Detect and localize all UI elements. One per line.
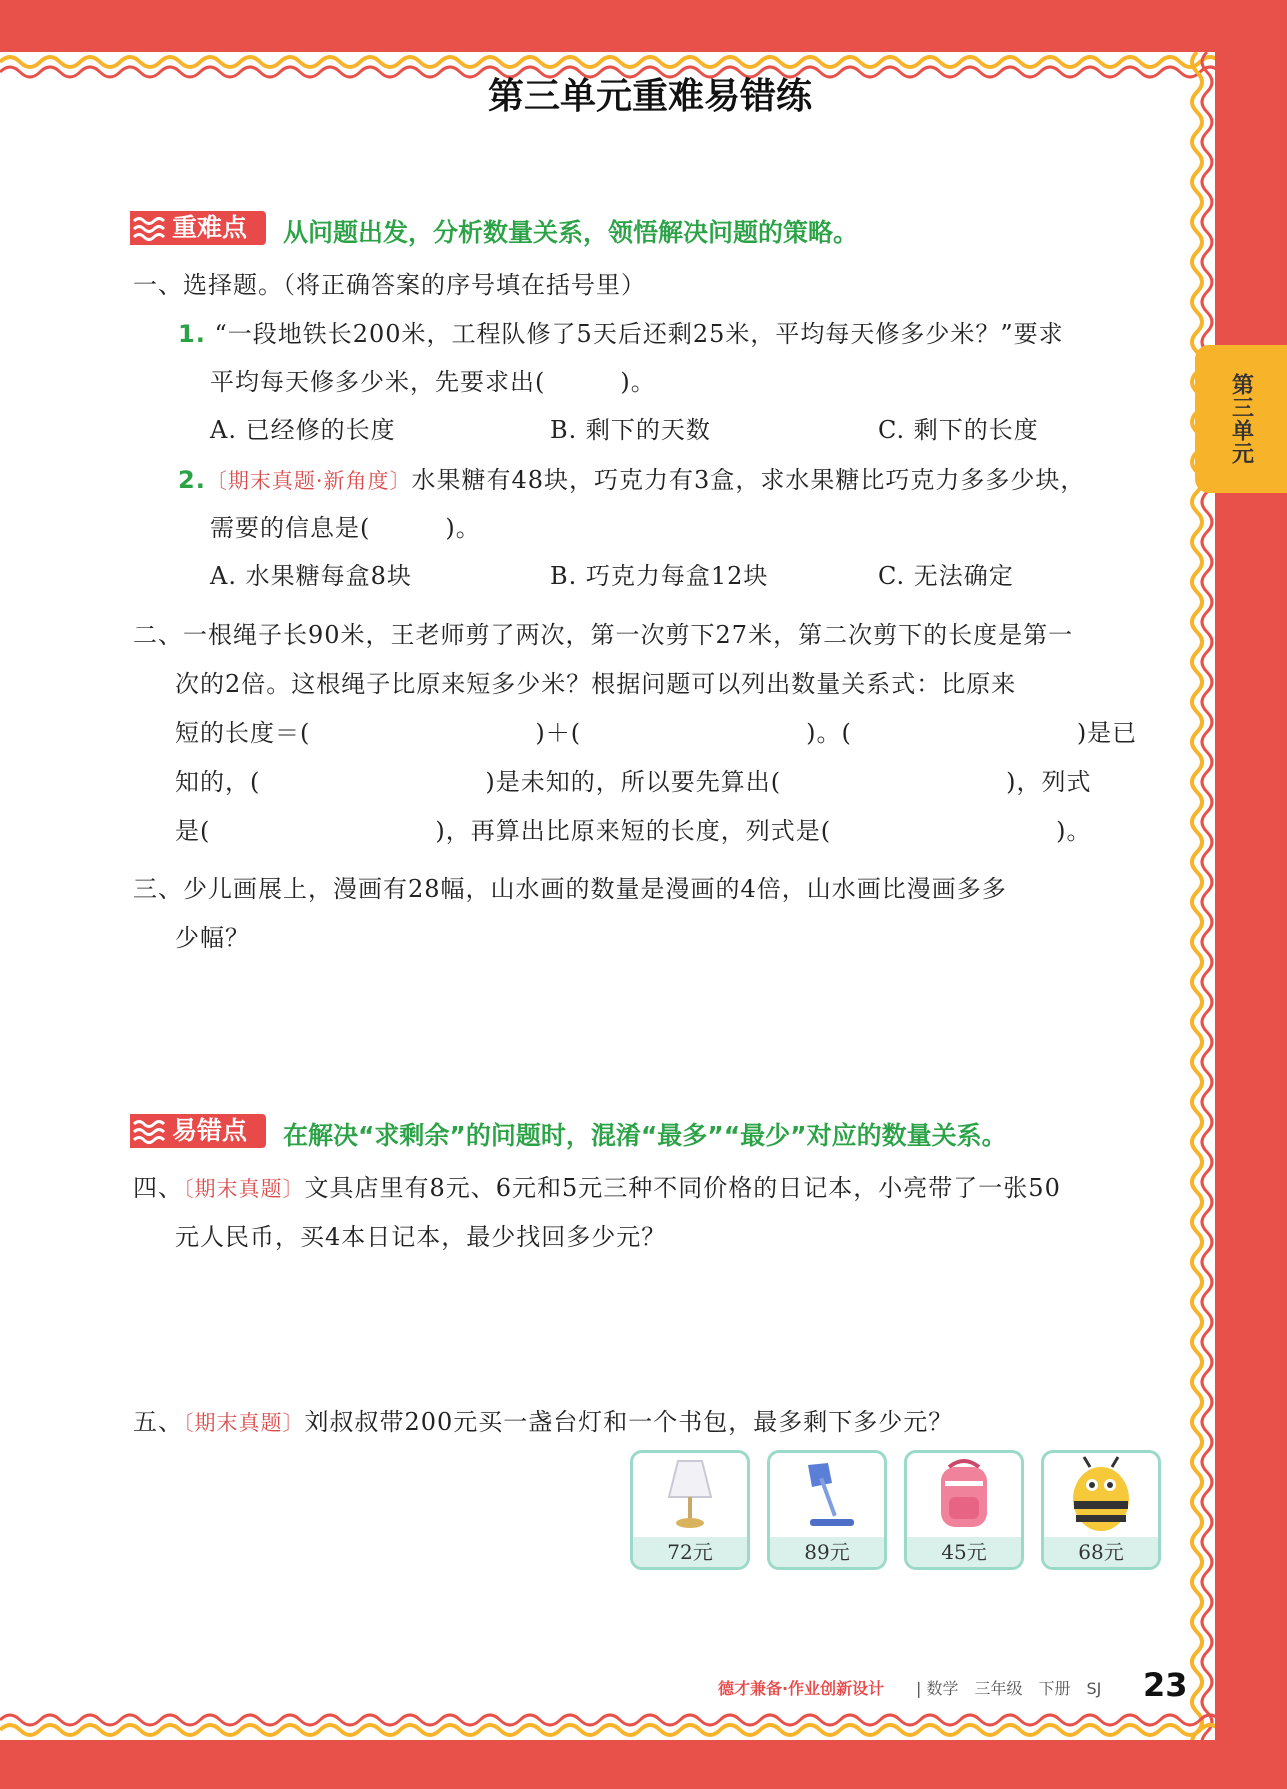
price-card-desk-lamp	[767, 1450, 887, 1570]
q1-item2-line2: 需要的信息是( )。	[210, 514, 481, 542]
q4-source: 〔期末真题〕	[183, 1177, 305, 1201]
q1-item2-option-b: B. 巧克力每盒12块	[550, 562, 769, 590]
q1-item1-line2: 平均每天修多少米，先要求出( )。	[210, 368, 656, 396]
price-card-pink-backpack	[904, 1450, 1024, 1570]
q1-item2-source: 〔期末真题·新角度〕	[205, 469, 412, 493]
q2-line5: 是( )，再算出比原来短的长度，列式是( )。	[175, 817, 1092, 845]
q5-text1: 刘叔叔带200元买一盏台灯和一个书包，最多剩下多少元？	[304, 1408, 954, 1436]
wave-lines-icon	[130, 211, 168, 245]
q2-line3: 短的长度＝( )＋( )。( )是已	[175, 719, 1138, 747]
q5-prefix: 五、	[133, 1408, 183, 1436]
q2-line4: 知的，( )是未知的，所以要先算出( )，列式	[175, 768, 1092, 796]
footer-brand: 德才兼备·作业创新设计	[718, 1679, 885, 1698]
wave-lines-icon	[130, 1114, 168, 1148]
price-card-bee-backpack	[1041, 1450, 1161, 1570]
focus-tag-label: 重难点	[172, 213, 248, 242]
price-label: 45元	[907, 1537, 1021, 1567]
q1-item2-option-c: C. 无法确定	[878, 562, 1014, 590]
q1-item1-line1	[178, 314, 1064, 349]
q1-item1-number: 1.	[178, 320, 206, 348]
error-tag-label: 易错点	[172, 1116, 248, 1145]
error-description: 在解决“求剩余”的问题时，混淆“最多”“最少”对应的数量关系。	[283, 1121, 1007, 1150]
bee-backpack-icon	[1044, 1453, 1158, 1537]
page-number: 23	[1143, 1666, 1188, 1704]
q2-line2: 次的2倍。这根绳子比原来短多少米？根据问题可以列出数量关系式：比原来	[175, 670, 1017, 698]
q1-item2-number: 2.	[178, 466, 206, 494]
q1-item1-option-c: C. 剩下的长度	[878, 416, 1039, 444]
q3-line2: 少幅？	[175, 924, 250, 952]
desk-lamp-icon	[770, 1453, 884, 1537]
q5-source: 〔期末真题〕	[183, 1411, 305, 1435]
q5-line1	[133, 1402, 953, 1437]
q1-item1-option-a: A. 已经修的长度	[210, 416, 396, 444]
price-cards	[630, 1450, 1161, 1570]
page-footer	[0, 1666, 1287, 1704]
footer-book-info: | 数学 三年级 下册 SJ	[916, 1679, 1102, 1698]
q1-item1-text1: “一段地铁长200米，工程队修了5天后还剩25米，平均每天修多少米？”要求	[214, 320, 1064, 348]
q4-line2: 元人民币，买4本日记本，最少找回多少元？	[175, 1223, 667, 1251]
price-label: 72元	[633, 1537, 747, 1567]
q1-item2-option-a: A. 水果糖每盒8块	[210, 562, 412, 590]
focus-description: 从问题出发，分析数量关系，领悟解决问题的策略。	[283, 218, 859, 247]
error-tag	[130, 1114, 266, 1148]
unit-side-tab-label: 第三单元	[1228, 373, 1254, 465]
q2-line1: 二、一根绳子长90米，王老师剪了两次，第一次剪下27米，第二次剪下的长度是第一	[133, 621, 1074, 649]
q1-item2-text1: 水果糖有48块，巧克力有3盒，求水果糖比巧克力多多少块，	[411, 466, 1086, 494]
price-label: 68元	[1044, 1537, 1158, 1567]
wavy-border-right	[1185, 52, 1215, 1740]
price-card-table-lamp	[630, 1450, 750, 1570]
q1-item1-option-b: B. 剩下的天数	[550, 416, 711, 444]
price-label: 89元	[770, 1537, 884, 1567]
focus-tag	[130, 211, 266, 245]
page-title: 第三单元重难易错练	[487, 76, 812, 117]
q3-line1: 三、少儿画展上，漫画有28幅，山水画的数量是漫画的4倍，山水画比漫画多多	[133, 875, 1007, 903]
pink-backpack-icon	[907, 1453, 1021, 1537]
table-lamp-icon	[633, 1453, 747, 1537]
wavy-border-bottom	[0, 1710, 1215, 1740]
q4-line1	[133, 1168, 1061, 1203]
q4-prefix: 四、	[133, 1174, 183, 1202]
unit-side-tab	[1195, 345, 1287, 493]
q4-text1: 文具店里有8元、6元和5元三种不同价格的日记本，小亮带了一张50	[304, 1174, 1061, 1202]
q1-heading: 一、选择题。（将正确答案的序号填在括号里）	[133, 271, 646, 299]
q1-item2-line1	[178, 460, 1085, 495]
